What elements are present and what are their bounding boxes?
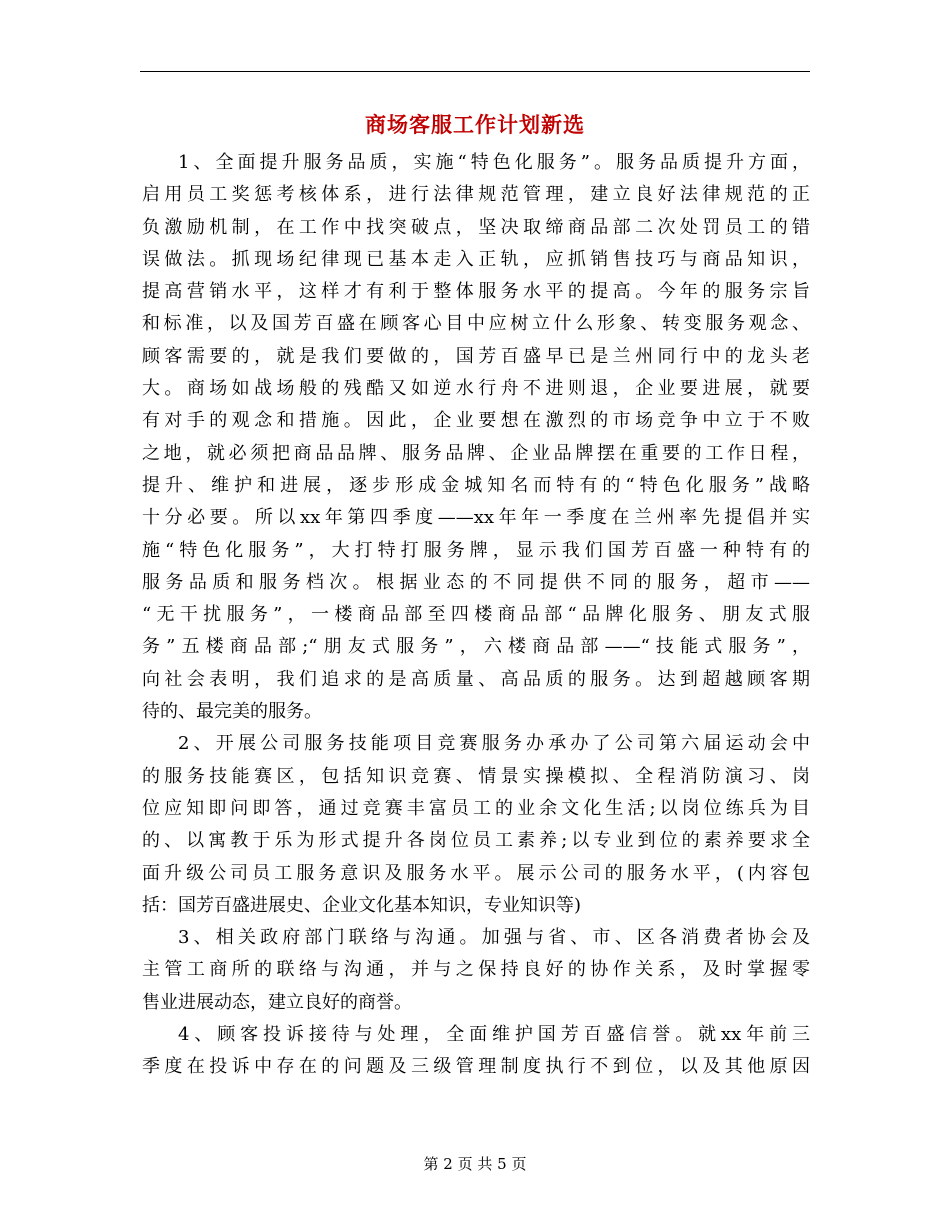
paragraph-line: 施“特色化服务”，大打特打服务牌，显示我们国芳百盛一种特有的 — [142, 539, 810, 561]
paragraph-line: 和标准，以及国芳百盛在顾客心目中应树立什么形象、转变服务观念、 — [142, 313, 810, 335]
paragraph-line: 向社会表明，我们追求的是高质量、高品质的服务。达到超越顾客期 — [142, 668, 810, 690]
paragraph-3 — [142, 922, 810, 1019]
header-rule — [140, 71, 810, 72]
paragraph-line: 待的、最完美的服务。 — [142, 701, 322, 723]
paragraph-line: 季度在投诉中存在的问题及三级管理制度执行不到位，以及其他原因 — [142, 1056, 810, 1078]
paragraph-line: 1、全面提升服务品质，实施“特色化服务”。服务品质提升方面， — [178, 152, 810, 173]
paragraph-line: 提升、维护和进展，逐步形成金城知名而特有的“特色化服务”战略 — [142, 474, 810, 496]
document-body — [142, 147, 810, 1084]
paragraph-line: 的、以寓教于乐为形式提升各岗位员工素养;以专业到位的素养要求全 — [142, 830, 810, 852]
paragraph-line: 大。商场如战场般的残酷又如逆水行舟不进则退，企业要进展，就要 — [142, 378, 810, 400]
paragraph-line: 服务品质和服务档次。根据业态的不同提供不同的服务，超市—— — [142, 571, 810, 593]
paragraph-line: 启用员工奖惩考核体系，进行法律规范管理，建立良好法律规范的正 — [142, 184, 810, 206]
paragraph-1 — [142, 147, 810, 728]
paragraph-line: 面升级公司员工服务意识及服务水平。展示公司的服务水平，(内容包 — [142, 862, 810, 884]
paragraph-line: 误做法。抓现场纪律现已基本走入正轨，应抓销售技巧与商品知识， — [142, 248, 810, 270]
paragraph-line: 主管工商所的联络与沟通，并与之保持良好的协作关系，及时掌握零 — [142, 959, 810, 981]
paragraph-line: 十分必要。所以xx年第四季度——xx年年一季度在兰州率先提倡并实 — [142, 507, 810, 529]
paragraph-line: 负激励机制，在工作中找突破点，坚决取缔商品部二次处罚员工的错 — [142, 216, 810, 238]
paragraph-line: 之地，就必须把商品品牌、服务品牌、企业品牌摆在重要的工作日程， — [142, 442, 810, 464]
paragraph-line: 售业进展动态，建立良好的商誉。 — [142, 991, 412, 1013]
paragraph-line: 务”五楼商品部;“朋友式服务”，六楼商品部——“技能式服务”， — [142, 636, 810, 658]
document-title: 商场客服工作计划新选 — [365, 112, 585, 137]
paragraph-line: 2、开展公司服务技能项目竞赛服务办承办了公司第六届运动会中 — [178, 733, 810, 755]
paragraph-2 — [142, 728, 810, 922]
paragraph-line: 有对手的观念和措施。因此，企业要想在激烈的市场竞争中立于不败 — [142, 410, 810, 432]
paragraph-line: 4、顾客投诉接待与处理，全面维护国芳百盛信誉。就xx年前三 — [178, 1024, 810, 1046]
paragraph-4 — [142, 1019, 810, 1084]
paragraph-line: 3、相关政府部门联络与沟通。加强与省、市、区各消费者协会及 — [178, 927, 810, 949]
page-footer: 第 2 页 共 5 页 — [423, 1155, 527, 1173]
paragraph-line: 顾客需要的，就是我们要做的，国芳百盛早已是兰州同行中的龙头老 — [142, 345, 810, 367]
paragraph-line: 位应知即问即答，通过竞赛丰富员工的业余文化生活;以岗位练兵为目 — [142, 797, 810, 819]
paragraph-line: 提高营销水平，这样才有利于整体服务水平的提高。今年的服务宗旨 — [142, 281, 810, 303]
paragraph-line: “无干扰服务”，一楼商品部至四楼商品部“品牌化服务、朋友式服 — [142, 604, 810, 626]
paragraph-line: 的服务技能赛区，包括知识竞赛、情景实操模拟、全程消防演习、岗 — [142, 765, 810, 787]
paragraph-line: 括：国芳百盛进展史、企业文化基本知识，专业知识等) — [142, 894, 582, 916]
